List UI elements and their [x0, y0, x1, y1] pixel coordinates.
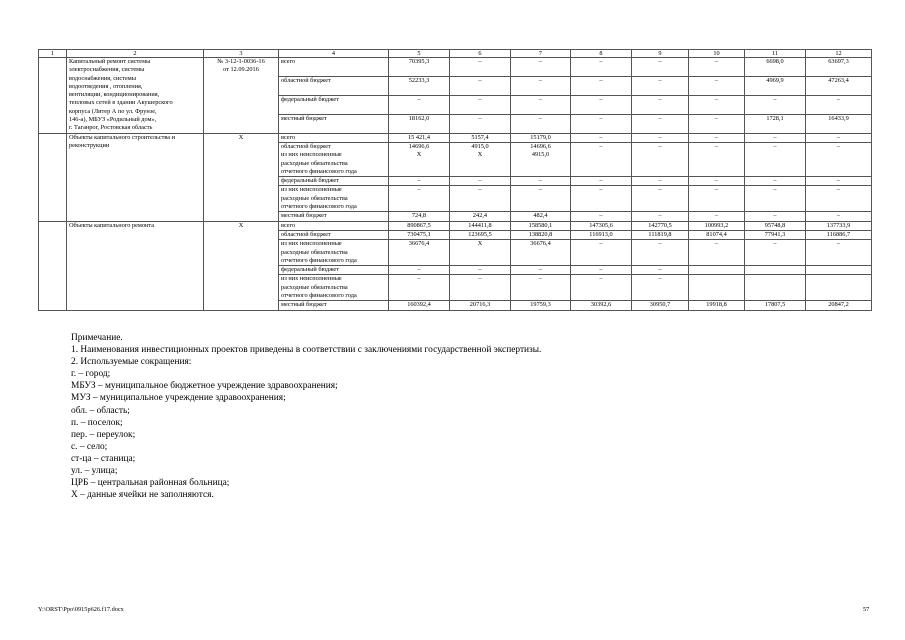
funding-source-cell: федеральный бюджет	[279, 266, 389, 275]
value-cell: 30950,7	[632, 301, 689, 310]
value-cell: –	[511, 114, 571, 133]
value-cell: –	[389, 95, 450, 114]
funding-source-cell: местный бюджет	[279, 212, 389, 221]
row-number-cell	[39, 133, 67, 221]
value-cell: –	[632, 212, 689, 221]
funding-source-cell: из них неисполненные расходные обязательства отчетного финансового года	[279, 275, 389, 301]
value-cell: –	[389, 186, 450, 212]
note-line: ЦРБ – центральная районная больница;	[71, 478, 230, 489]
note-line: ст-ца – станица;	[71, 453, 136, 464]
value-cell: –	[450, 186, 511, 212]
value-cell: 4969,9	[745, 76, 806, 95]
value-cell: 137733,9	[806, 221, 872, 230]
value-cell: 100993,2	[689, 221, 745, 230]
value-cell: –	[571, 177, 632, 186]
value-cell: –	[450, 275, 511, 301]
funding-source-cell: местный бюджет	[279, 301, 389, 310]
value-cell: –	[511, 266, 571, 275]
value-cell: –	[632, 266, 689, 275]
funding-source-cell: федеральный бюджет	[279, 95, 389, 114]
value-cell: 724,8	[389, 212, 450, 221]
note-line: ул. – улица;	[71, 466, 118, 477]
row-number-cell	[39, 58, 67, 134]
value-cell: 123695,5	[450, 230, 511, 239]
value-cell: –	[745, 95, 806, 114]
value-cell: 142770,5	[632, 221, 689, 230]
column-number: 7	[511, 50, 571, 58]
value-cell: 63697,3	[806, 58, 872, 77]
expertise-doc-cell: X	[204, 133, 279, 221]
value-cell: –	[389, 266, 450, 275]
budget-table	[38, 49, 872, 311]
value-cell: 47263,4	[806, 76, 872, 95]
value-cell: –	[689, 177, 745, 186]
value-cell	[689, 275, 745, 301]
value-cell: –	[806, 240, 872, 266]
value-cell: –	[571, 142, 632, 176]
project-name-cell: Капитальный ремонт системы электроснабжения, системы водоснабжения, системы водоотведения , отопления, вентиляции, кондиционирования, тепловых сетей в здании Акушерского корпуса (Литер А по ул. Фрунзе, 146-а), МБУЗ «Родильный дом», г. Таганрог, Ростовская область	[67, 58, 204, 134]
funding-source-cell: всего	[279, 133, 389, 142]
value-cell: 14696,6 4915,0	[511, 142, 571, 176]
note-line: с. – село;	[71, 441, 108, 452]
page-number: 57	[863, 606, 870, 613]
value-cell: 1728,1	[745, 114, 806, 133]
value-cell: 116886,7	[806, 230, 872, 239]
value-cell: –	[806, 95, 872, 114]
value-cell: –	[450, 58, 511, 77]
value-cell: –	[632, 177, 689, 186]
value-cell: 19918,8	[689, 301, 745, 310]
value-cell: –	[745, 133, 806, 142]
value-cell: –	[571, 212, 632, 221]
notes-block	[71, 332, 541, 501]
value-cell: –	[632, 186, 689, 212]
value-cell: 19759,3	[511, 301, 571, 310]
value-cell: 14696,6 X	[389, 142, 450, 176]
value-cell: 15 421,4	[389, 133, 450, 142]
value-cell: 160392,4	[389, 301, 450, 310]
value-cell: –	[745, 240, 806, 266]
value-cell	[806, 266, 872, 275]
value-cell: –	[745, 142, 806, 176]
value-cell: –	[389, 275, 450, 301]
note-line: пер. – переулок;	[71, 429, 136, 440]
value-cell: –	[632, 58, 689, 77]
value-cell: –	[689, 240, 745, 266]
value-cell: 36676,4	[389, 240, 450, 266]
value-cell: X	[450, 240, 511, 266]
value-cell: 482,4	[511, 212, 571, 221]
value-cell: –	[571, 240, 632, 266]
funding-source-cell: всего	[279, 221, 389, 230]
value-cell: 20716,3	[450, 301, 511, 310]
value-cell: 81074,4	[689, 230, 745, 239]
column-number: 8	[571, 50, 632, 58]
value-cell: –	[632, 95, 689, 114]
value-cell: –	[632, 275, 689, 301]
value-cell: 95748,8	[745, 221, 806, 230]
column-number: 1	[39, 50, 67, 58]
value-cell: –	[571, 95, 632, 114]
value-cell: –	[806, 142, 872, 176]
funding-source-cell: местный бюджет	[279, 114, 389, 133]
value-cell: –	[511, 275, 571, 301]
value-cell: –	[511, 76, 571, 95]
value-cell: 158580,1	[511, 221, 571, 230]
value-cell: –	[745, 186, 806, 212]
value-cell: 20847,2	[806, 301, 872, 310]
value-cell: 16433,9	[806, 114, 872, 133]
note-line: обл. – область;	[71, 405, 130, 416]
value-cell: –	[745, 212, 806, 221]
value-cell: –	[689, 58, 745, 77]
column-number: 6	[450, 50, 511, 58]
footer-path: Y:\ORST\Ppo\0915p626.f17.docx	[38, 606, 124, 613]
value-cell: –	[450, 114, 511, 133]
value-cell: –	[571, 76, 632, 95]
value-cell: 5157,4	[450, 133, 511, 142]
notes-title: Примечание.	[71, 333, 123, 343]
row-number-cell	[39, 221, 67, 310]
value-cell: –	[450, 95, 511, 114]
project-name-cell: Объекты капитального строительства и реконструкции	[67, 133, 204, 221]
value-cell: 36676,4	[511, 240, 571, 266]
column-number: 5	[389, 50, 450, 58]
value-cell: 70395,3	[389, 58, 450, 77]
value-cell: –	[806, 177, 872, 186]
value-cell: –	[389, 177, 450, 186]
value-cell: –	[511, 177, 571, 186]
funding-source-cell: из них неисполненные расходные обязательства отчетного финансового года	[279, 240, 389, 266]
funding-source-cell: федеральный бюджет	[279, 177, 389, 186]
project-name-cell: Объекты капитального ремонта	[67, 221, 204, 310]
value-cell	[745, 275, 806, 301]
value-cell: –	[571, 58, 632, 77]
value-cell: –	[689, 114, 745, 133]
table-row	[39, 133, 872, 142]
value-cell: 730475,1	[389, 230, 450, 239]
value-cell: –	[511, 58, 571, 77]
note-line: МБУЗ – муниципальное бюджетное учреждение здравоохранения;	[71, 381, 338, 392]
expertise-doc-cell: X	[204, 221, 279, 310]
funding-source-cell: областной бюджет из них неисполненные расходные обязательства отчетного финансового года	[279, 142, 389, 176]
value-cell: –	[571, 186, 632, 212]
value-cell: 890867,5	[389, 221, 450, 230]
value-cell: –	[571, 114, 632, 133]
note-line: 1. Наименования инвестиционных проектов приведены в соответствии с заключениями государственной экспертизы.	[71, 345, 542, 356]
note-line: п. – поселок;	[71, 417, 123, 428]
note-line: МУЗ – муниципальное учреждение здравоохранения;	[71, 393, 286, 404]
value-cell: –	[689, 133, 745, 142]
funding-source-cell: областной бюджет	[279, 76, 389, 95]
value-cell: –	[511, 95, 571, 114]
table-row	[39, 58, 872, 77]
value-cell: –	[571, 266, 632, 275]
value-cell: –	[745, 177, 806, 186]
value-cell: –	[806, 212, 872, 221]
value-cell: –	[632, 142, 689, 176]
value-cell: 6698,0	[745, 58, 806, 77]
value-cell: –	[571, 275, 632, 301]
note-line: г. – город;	[71, 369, 111, 380]
value-cell: 147305,6	[571, 221, 632, 230]
value-cell: 144411,8	[450, 221, 511, 230]
value-cell: 242,4	[450, 212, 511, 221]
value-cell: 52233,3	[389, 76, 450, 95]
funding-source-cell: областной бюджет	[279, 230, 389, 239]
value-cell: 15179,0	[511, 133, 571, 142]
note-line: 2. Используемые сокращения:	[71, 357, 192, 368]
value-cell: –	[450, 76, 511, 95]
table-row	[39, 221, 872, 230]
value-cell: –	[632, 76, 689, 95]
column-number: 3	[204, 50, 279, 58]
value-cell: –	[450, 266, 511, 275]
value-cell: –	[632, 114, 689, 133]
value-cell	[745, 266, 806, 275]
value-cell: –	[689, 142, 745, 176]
value-cell: 111819,8	[632, 230, 689, 239]
value-cell: –	[806, 186, 872, 212]
value-cell: 4915,0 X	[450, 142, 511, 176]
value-cell: 138820,8	[511, 230, 571, 239]
note-line: Х – данные ячейки не заполняются.	[71, 490, 214, 501]
value-cell: –	[571, 133, 632, 142]
value-cell: –	[689, 76, 745, 95]
value-cell: 18162,0	[389, 114, 450, 133]
value-cell: 17807,5	[745, 301, 806, 310]
value-cell: –	[632, 133, 689, 142]
column-number: 9	[632, 50, 689, 58]
value-cell: –	[632, 240, 689, 266]
value-cell: –	[450, 177, 511, 186]
value-cell: 116913,0	[571, 230, 632, 239]
column-number: 10	[689, 50, 745, 58]
column-number: 2	[67, 50, 204, 58]
value-cell: –	[689, 212, 745, 221]
column-number: 4	[279, 50, 389, 58]
header-row	[39, 50, 872, 58]
expertise-doc-cell: № 3-12-1-0036-16 от 12.09.2016	[204, 58, 279, 134]
value-cell: –	[689, 186, 745, 212]
value-cell: –	[511, 186, 571, 212]
funding-source-cell: всего	[279, 58, 389, 77]
column-number: 11	[745, 50, 806, 58]
funding-source-cell: из них неисполненные расходные обязательства отчетного финансового года	[279, 186, 389, 212]
value-cell: –	[689, 95, 745, 114]
value-cell	[806, 275, 872, 301]
value-cell: –	[806, 133, 872, 142]
value-cell	[689, 266, 745, 275]
value-cell: 77941,3	[745, 230, 806, 239]
value-cell: 30392,6	[571, 301, 632, 310]
column-number: 12	[806, 50, 872, 58]
